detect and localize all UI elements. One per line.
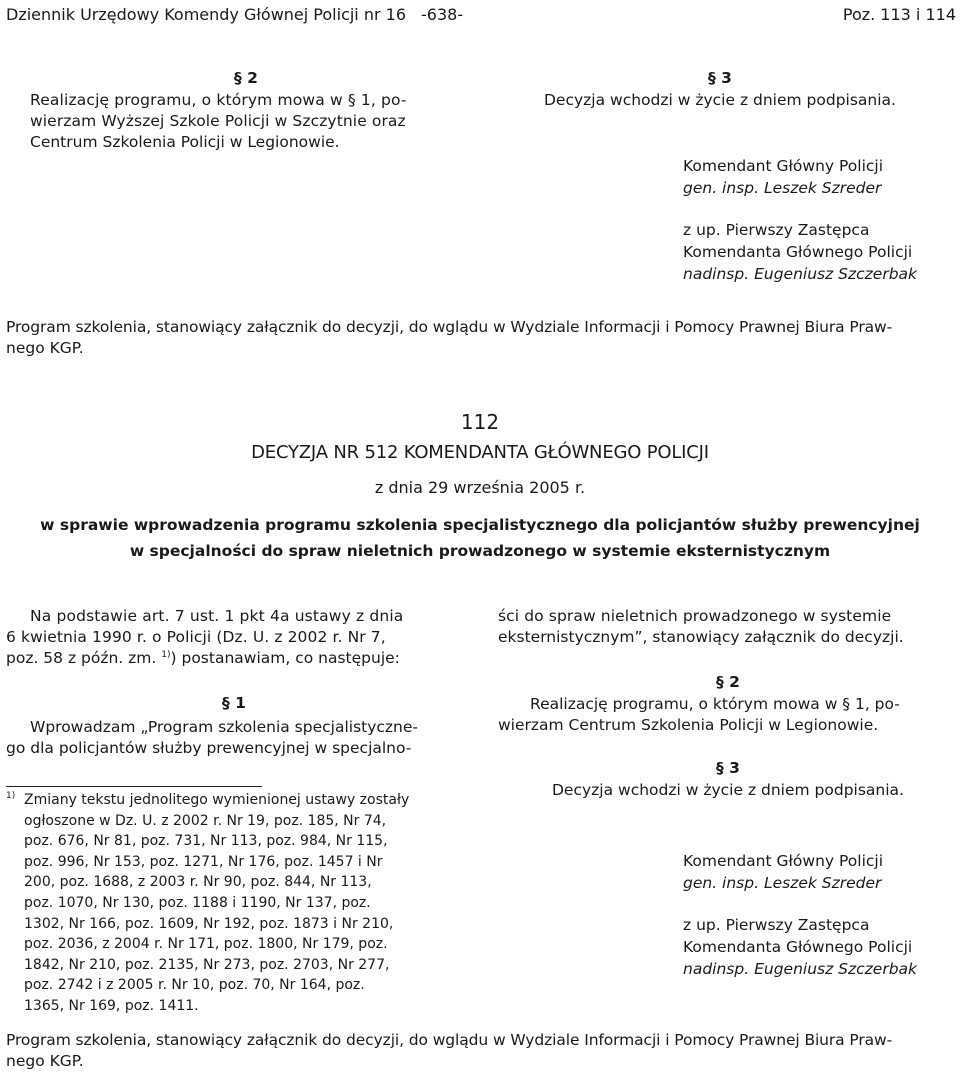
bottom-signature bbox=[683, 850, 943, 980]
basis-line: 6 kwietnia 1990 r. o Policji (Dz. U. z 2002 r. Nr 7, bbox=[6, 628, 386, 646]
section-heading: § 3 bbox=[708, 69, 732, 87]
deputy-title: Komendanta Głównego Policji bbox=[683, 243, 913, 261]
text-line: Realizację programu, o którym mowa w § 1, po- bbox=[530, 695, 900, 713]
signatory-title: Komendant Główny Policji bbox=[683, 157, 884, 175]
footnote-line: ogłoszone w Dz. U. z 2002 r. Nr 19, poz. 185, Nr 74, bbox=[24, 812, 387, 829]
journal-title: Dziennik Urzędowy Komendy Głównej Policji nr 16 bbox=[6, 5, 406, 24]
deputy-name: nadinsp. Eugeniusz Szczerbak bbox=[683, 960, 918, 978]
footnote-line: 1302, Nr 166, poz. 1609, Nr 192, poz. 1873 i Nr 210, bbox=[24, 915, 394, 932]
text-line: ści do spraw nieletnich prowadzonego w systemie bbox=[498, 607, 892, 625]
program-note bbox=[6, 317, 958, 359]
decision-number: 112 bbox=[460, 410, 500, 434]
section-heading: § 3 bbox=[716, 759, 740, 777]
legal-basis bbox=[6, 606, 462, 669]
footnote-line: poz. 2742 i z 2005 r. Nr 10, poz. 70, Nr 164, poz. bbox=[24, 977, 365, 994]
footnote-line: 200, poz. 1688, z 2003 r. Nr 90, poz. 844, Nr 113, bbox=[24, 874, 372, 891]
footnote-line: 1842, Nr 210, poz. 2135, Nr 273, poz. 2703, Nr 277, bbox=[24, 956, 390, 973]
text-line: wierzam Wyższej Szkole Policji w Szczytnie oraz bbox=[30, 112, 406, 130]
note-line: nego KGP. bbox=[6, 1052, 84, 1070]
basis-line: poz. 58 z późn. zm. $^{1)}$) postanawiam, co następuje: bbox=[6, 649, 400, 667]
footnote-divider bbox=[6, 786, 262, 787]
section-text bbox=[498, 694, 958, 736]
footnote-line: poz. 1070, Nr 130, poz. 1188 i 1190, Nr 137, poz. bbox=[24, 894, 371, 911]
footnote-line: poz. 676, Nr 81, poz. 731, Nr 113, poz. 984, Nr 115, bbox=[24, 833, 388, 850]
note-line: Program szkolenia, stanowiący załącznik do decyzji, do wglądu w Wydziale Informacji i Pomocy Prawnej Biura Praw- bbox=[6, 318, 893, 336]
footnote-line: poz. 2036, z 2004 r. Nr 171, poz. 1800, Nr 179, poz. bbox=[24, 936, 388, 953]
text-line: go dla policjantów służby prewencyjnej w specjalno- bbox=[6, 739, 412, 757]
footnote-line: poz. 996, Nr 153, poz. 1271, Nr 176, poz. 1457 i Nr bbox=[24, 853, 383, 870]
program-note bbox=[6, 1030, 958, 1072]
bottom-right-column bbox=[498, 606, 958, 801]
page-header bbox=[6, 4, 956, 26]
deputy-prefix: z up. Pierwszy Zastępca bbox=[683, 221, 870, 239]
top-right-column bbox=[500, 68, 940, 111]
section-heading: § 1 bbox=[222, 694, 246, 712]
note-line: nego KGP. bbox=[6, 339, 84, 357]
footnote-line: Zmiany tekstu jednolitego wymienionej ustawy zostały bbox=[24, 792, 410, 808]
section-heading: § 2 bbox=[716, 673, 740, 691]
text-line: eksternistycznym”, stanowiący załącznik do decyzji. bbox=[498, 628, 904, 646]
decision-title: DECYZJA NR 512 KOMENDANTA GŁÓWNEGO POLICJI bbox=[251, 442, 709, 463]
basis-line: Na podstawie art. 7 ust. 1 pkt 4a ustawy z dnia bbox=[30, 607, 404, 625]
decision-date: z dnia 29 września 2005 r. bbox=[374, 478, 586, 497]
footnote-text bbox=[6, 790, 466, 1017]
section-continuation bbox=[498, 606, 958, 648]
text-line: wierzam Centrum Szkolenia Policji w Legionowie. bbox=[498, 716, 879, 734]
signatory-name: gen. insp. Leszek Szreder bbox=[683, 179, 882, 197]
text-line: Realizację programu, o którym mowa w § 1, po- bbox=[30, 91, 407, 109]
signatory-title: Komendant Główny Policji bbox=[683, 852, 884, 870]
footnote: 1) Zmiany tekstu jednolitego wymienionej ustawy zostały ogłoszone w Dz. U. z 2002 r. Nr 19, poz. 185, Nr 74, poz. 676, Nr 81, poz. 731, Nr 113, poz. 984, Nr 115, poz. 996, Nr 153, poz. 1271, Nr 176, poz. 1457 i Nr 200, poz. 1688, z 2003 r. Nr 90, poz. 844, Nr 113, poz. 1070, Nr 130, poz. 1188 i 1190, Nr 137, poz. 1302, Nr 166, poz. 1609, Nr 192, poz. 1873 i Nr 210, poz. 2036, z 2004 r. Nr 171, poz. 1800, Nr 179, poz. 1842, Nr 210, poz. 2135, Nr 273, poz. 2703, Nr 277, poz. 2742 i z 2005 r. Nr 10, poz. 70, Nr 164, poz. 1365, Nr 169, poz. 1411. bbox=[6, 790, 466, 1017]
top-left-column bbox=[30, 68, 462, 153]
text-line: Wprowadzam „Program szkolenia specjalistyczne- bbox=[30, 718, 418, 736]
note-line: Program szkolenia, stanowiący załącznik do decyzji, do wglądu w Wydziale Informacji i Pomocy Prawnej Biura Praw- bbox=[6, 1031, 893, 1049]
section-text: Decyzja wchodzi w życie z dniem podpisania. bbox=[552, 781, 904, 799]
item-numbers: Poz. 113 i 114 bbox=[842, 5, 956, 24]
section-text: Decyzja wchodzi w życie z dniem podpisania. bbox=[544, 91, 896, 109]
section-text bbox=[6, 717, 462, 759]
section-text bbox=[30, 90, 462, 153]
deputy-prefix: z up. Pierwszy Zastępca bbox=[683, 916, 870, 934]
deputy-title: Komendanta Głównego Policji bbox=[683, 938, 913, 956]
footnote-ref: 1) bbox=[161, 649, 171, 660]
page-number: -638- bbox=[421, 5, 464, 24]
decision-subject bbox=[0, 512, 960, 564]
deputy-name: nadinsp. Eugeniusz Szczerbak bbox=[683, 265, 918, 283]
subject-line: w specjalności do spraw nieletnich prowadzonego w systemie eksternistycznym bbox=[129, 542, 831, 560]
top-signature bbox=[683, 155, 943, 285]
footnote-line: 1365, Nr 169, poz. 1411. bbox=[24, 997, 199, 1014]
section-heading: § 2 bbox=[234, 69, 258, 87]
text-line: Centrum Szkolenia Policji w Legionowie. bbox=[30, 133, 340, 151]
subject-line: w sprawie wprowadzenia programu szkolenia specjalistycznego dla policjantów służby prewencyjnej bbox=[40, 516, 920, 534]
signatory-name: gen. insp. Leszek Szreder bbox=[683, 874, 882, 892]
bottom-left-column bbox=[6, 606, 462, 787]
